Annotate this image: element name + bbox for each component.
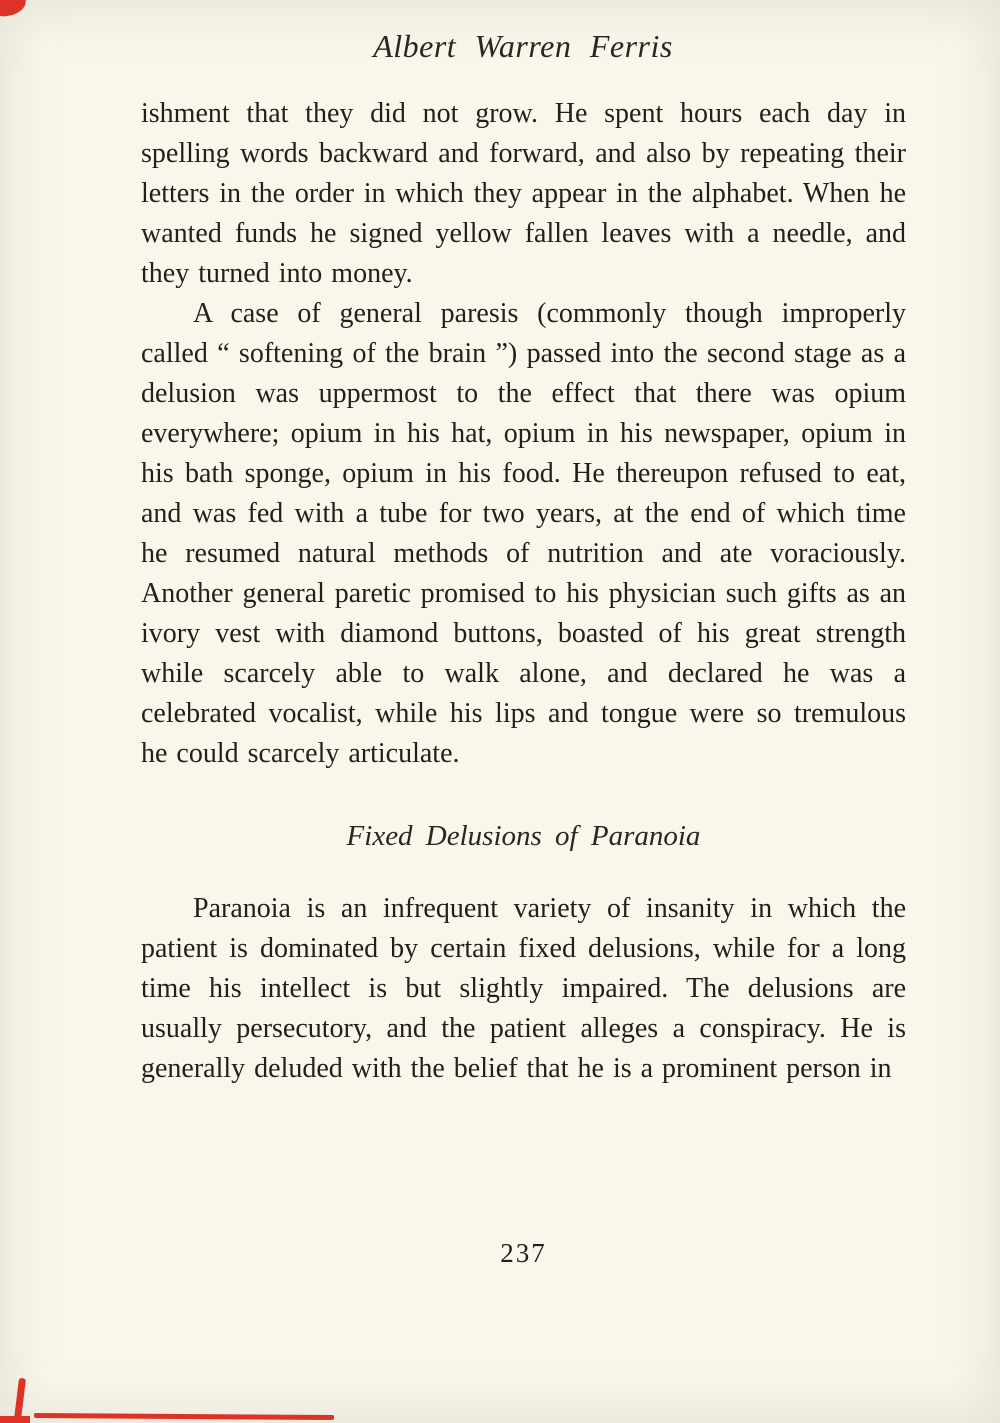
page-number: 237 <box>500 1238 547 1268</box>
scan-artifact-bottom-left-corner <box>0 1416 30 1423</box>
text-block <box>141 94 906 1089</box>
scan-artifact-top-left <box>0 0 27 17</box>
paragraph: Paranoia is an infrequent variety of insanity in which the patient is dominated by certain fixed delusions, while for a long time his intellect is but slightly impaired. The delusions are usually persecutory, and the patient alleges a conspiracy. He is generally deluded with the belief that he is a prominent person in <box>141 893 906 1084</box>
running-header: Albert Warren Ferris <box>373 28 673 64</box>
scan-artifact-bottom-line <box>34 1413 334 1420</box>
paragraph-continuation: ishment that they did not grow. He spent hours each day in spelling words backward and forward, and also by repeating their letters in the order in which they appear in the alphabet. When he wanted funds he signed yellow fallen leaves with a needle, and they turned into money. <box>141 98 906 289</box>
section-heading: Fixed Delusions of Paranoia <box>346 820 701 852</box>
paragraph: A case of general paresis (commonly though improperly called “ softening of the brain ”) passed into the second stage as a delusion was uppermost to the effect that there was opium everywhere; opium in his hat, opium in his newspaper, opium in his bath sponge, opium in his food. He thereupon refused to eat, and was fed with a tube for two years, at the end of which time he resumed natural methods of nutrition and ate voraciously. Another general paretic promised to his physician such gifts as an ivory vest with diamond buttons, boasted of his great strength while scarcely able to walk alone, and declared he was a celebrated vocalist, while his lips and tongue were so tremulous he could scarcely articulate. <box>141 298 906 769</box>
